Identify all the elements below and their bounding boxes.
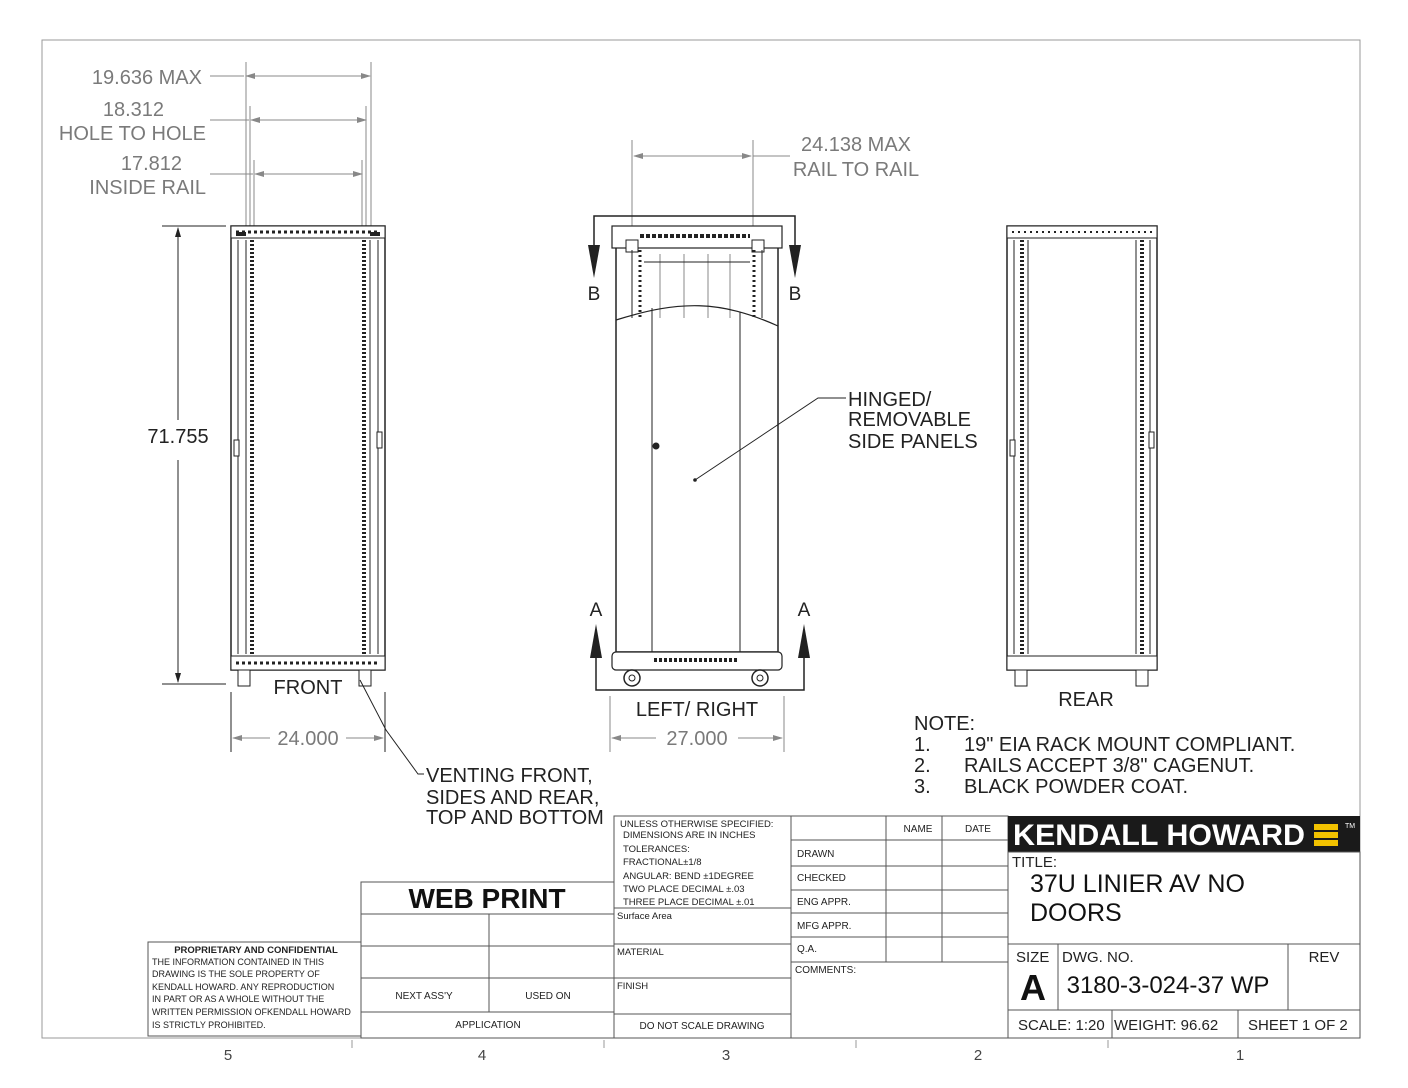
rev-label: REV	[1308, 949, 1340, 966]
callout-side-panels-2: REMOVABLE	[848, 409, 971, 431]
tolerance-line-3: TOLERANCES:	[623, 844, 690, 855]
zone-4: 4	[477, 1047, 487, 1064]
note-3-num: 3.	[914, 776, 931, 798]
surface-area-label: Surface Area	[617, 911, 672, 922]
dim-max-width: 19.636 MAX	[91, 67, 202, 89]
finish-label: FINISH	[617, 981, 649, 992]
tolerance-line-1: UNLESS OTHERWISE SPECIFIED:	[620, 819, 774, 830]
approvals-date-header: DATE	[965, 824, 991, 835]
weight-value: WEIGHT: 96.62	[1114, 1017, 1219, 1034]
scale-value: SCALE: 1:20	[1018, 1017, 1105, 1034]
callout-venting-2: SIDES AND REAR,	[426, 787, 600, 809]
note-1-text: 19" EIA RACK MOUNT COMPLIANT.	[964, 734, 1296, 756]
proprietary-line-2: DRAWING IS THE SOLE PROPERTY OF	[152, 969, 320, 979]
section-b-right: B	[788, 284, 802, 305]
company-name: KENDALL HOWARD	[1013, 819, 1305, 852]
callout-venting-3: TOP AND BOTTOM	[426, 807, 604, 829]
proprietary-line-4: IN PART OR AS A WHOLE WITHOUT THE	[152, 994, 325, 1004]
label-front-view: FRONT	[273, 677, 343, 699]
rear-view	[1007, 226, 1157, 711]
notes-heading: NOTE:	[914, 713, 976, 735]
section-a-right: A	[797, 600, 811, 621]
proprietary-line-3: KENDALL HOWARD. ANY REPRODUCTION	[152, 982, 335, 992]
approval-eng: ENG APPR.	[797, 897, 851, 908]
section-b-left: B	[587, 284, 601, 305]
dim-inside-rail-label: INSIDE RAIL	[89, 177, 206, 199]
label-rear-view: REAR	[1058, 689, 1114, 711]
proprietary-heading: PROPRIETARY AND CONFIDENTIAL	[174, 945, 338, 956]
approval-checked: CHECKED	[797, 873, 846, 884]
note-2-num: 2.	[914, 755, 931, 777]
web-print-label: WEB PRINT	[408, 883, 566, 914]
dwg-no-label: DWG. NO.	[1062, 949, 1134, 966]
dwg-no-value: 3180-3-024-37 WP	[1066, 972, 1270, 999]
title-line-2: DOORS	[1030, 899, 1122, 927]
approval-qa: Q.A.	[797, 944, 818, 955]
title-line-1: 37U LINIER AV NO	[1030, 870, 1245, 898]
size-label: SIZE	[1016, 949, 1050, 966]
callout-venting-1: VENTING FRONT,	[426, 765, 593, 787]
side-panels-callout	[848, 389, 978, 453]
tolerance-line-5: ANGULAR: BEND ±1DEGREE	[623, 871, 754, 882]
next-assy-label: NEXT ASS'Y	[395, 991, 453, 1002]
callout-side-panels-1: HINGED/	[848, 389, 932, 411]
tolerance-line-4: FRACTIONAL±1/8	[623, 857, 702, 868]
used-on-label: USED ON	[525, 991, 571, 1002]
notes	[914, 713, 1295, 798]
title-label: TITLE:	[1012, 854, 1058, 871]
size-value: A	[1020, 967, 1046, 1008]
zone-2: 2	[973, 1047, 983, 1064]
comments-label: COMMENTS:	[795, 965, 857, 976]
proprietary-line-6: IS STRICTLY PROHIBITED.	[152, 1020, 266, 1030]
approval-drawn: DRAWN	[797, 849, 835, 860]
callout-side-panels-3: SIDE PANELS	[848, 431, 978, 453]
venting-callout	[426, 765, 604, 829]
proprietary-line-1: THE INFORMATION CONTAINED IN THIS	[152, 957, 325, 967]
label-side-view: LEFT/ RIGHT	[635, 699, 759, 721]
dim-side-width: 27.000	[666, 728, 728, 750]
application-label: APPLICATION	[455, 1020, 521, 1031]
proprietary-line-5: WRITTEN PERMISSION OFKENDALL HOWARD	[152, 1007, 351, 1017]
approvals-name-header: NAME	[903, 824, 933, 835]
zone-1: 1	[1235, 1047, 1245, 1064]
title-block	[148, 816, 1360, 1038]
dim-rail-to-rail-label: RAIL TO RAIL	[792, 159, 920, 181]
tolerance-line-2: DIMENSIONS ARE IN INCHES	[623, 830, 756, 841]
note-3-text: BLACK POWDER COAT.	[964, 776, 1189, 798]
dim-height: 71.755	[147, 426, 209, 448]
material-label: MATERIAL	[617, 947, 664, 958]
trademark-mark: TM	[1345, 823, 1356, 830]
note-2-text: RAILS ACCEPT 3/8" CAGENUT.	[964, 755, 1255, 777]
dim-front-width: 24.000	[277, 728, 339, 750]
zone-5: 5	[223, 1047, 233, 1064]
dim-inside-rail-value: 17.812	[120, 153, 182, 175]
approval-mfg: MFG APPR.	[797, 921, 852, 932]
zone-markers	[224, 1040, 1244, 1064]
zone-3: 3	[721, 1047, 731, 1064]
do-not-scale-label: DO NOT SCALE DRAWING	[639, 1021, 765, 1032]
front-view	[59, 62, 424, 774]
tolerance-line-6: TWO PLACE DECIMAL ±.03	[623, 884, 745, 895]
dim-hole-to-hole-value: 18.312	[102, 99, 164, 121]
dim-hole-to-hole-label: HOLE TO HOLE	[58, 123, 206, 145]
section-a-left: A	[589, 600, 603, 621]
note-1-num: 1.	[914, 734, 931, 756]
sheet-value: SHEET 1 OF 2	[1248, 1017, 1348, 1034]
tolerance-line-7: THREE PLACE DECIMAL ±.01	[623, 897, 755, 908]
dim-rail-to-rail-value: 24.138 MAX	[800, 134, 912, 156]
